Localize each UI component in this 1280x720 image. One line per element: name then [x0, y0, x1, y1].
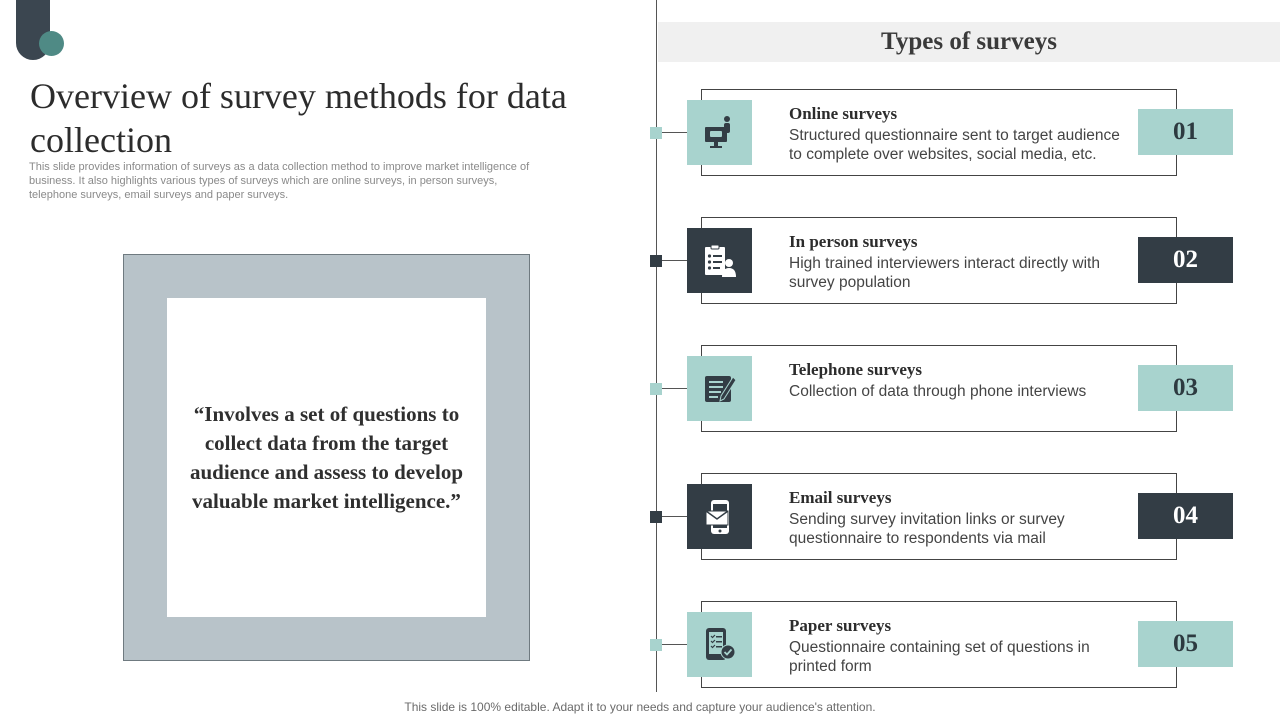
decorative-dot [39, 31, 64, 56]
footer-note: This slide is 100% editable. Adapt it to your needs and capture your audience's attention. [404, 700, 876, 714]
quote-frame [123, 254, 530, 661]
timeline-node [650, 639, 662, 651]
timeline-node [650, 127, 662, 139]
survey-number: 05 [1138, 621, 1233, 667]
checklist-check-icon [687, 612, 752, 677]
survey-description: High trained interviewers interact directly with survey population [789, 255, 1100, 291]
survey-number: 02 [1138, 237, 1233, 283]
survey-item [0, 89, 1280, 177]
survey-title: In person surveys [789, 232, 918, 251]
slide-title: Overview of survey methods for data collection [30, 76, 567, 160]
survey-number: 03 [1138, 365, 1233, 411]
connector-line [662, 260, 687, 261]
survey-description: Collection of data through phone interviews [789, 383, 1087, 400]
computer-user-icon [687, 100, 752, 165]
survey-description: Questionnaire containing set of questions in printed form [789, 639, 1090, 675]
phone-mail-icon [687, 484, 752, 549]
connector-line [662, 516, 687, 517]
quote-text: “Involves a set of questions to collect data from the target audience and assess to develop valuable market intelligence.” [189, 401, 464, 513]
survey-description: Structured questionnaire sent to target audience to complete over websites, social media, etc. [789, 127, 1120, 163]
clipboard-person-icon [687, 228, 752, 293]
notepad-pen-icon [687, 356, 752, 421]
connector-line [662, 132, 687, 133]
connector-line [662, 644, 687, 645]
survey-number: 01 [1138, 109, 1233, 155]
survey-title: Email surveys [789, 488, 892, 507]
timeline-node [650, 255, 662, 267]
slide-subtitle: This slide provides information of surveys as a data collection method to improve market intelligence of business. It also highlights various types of surveys which are online surveys, in person surveys, telephone surveys, email surveys and paper surveys. [29, 161, 530, 201]
connector-line [662, 388, 687, 389]
survey-item [0, 217, 1280, 305]
survey-title: Telephone surveys [789, 360, 923, 379]
survey-item [0, 601, 1280, 689]
timeline-node [650, 511, 662, 523]
types-header: Types of surveys [658, 22, 1280, 62]
survey-description: Sending survey invitation links or survey questionnaire to respondents via mail [789, 511, 1065, 547]
survey-title: Online surveys [789, 104, 898, 123]
timeline-node [650, 383, 662, 395]
survey-item [0, 345, 1280, 433]
survey-title: Paper surveys [789, 616, 892, 635]
survey-item [0, 473, 1280, 561]
survey-number: 04 [1138, 493, 1233, 539]
